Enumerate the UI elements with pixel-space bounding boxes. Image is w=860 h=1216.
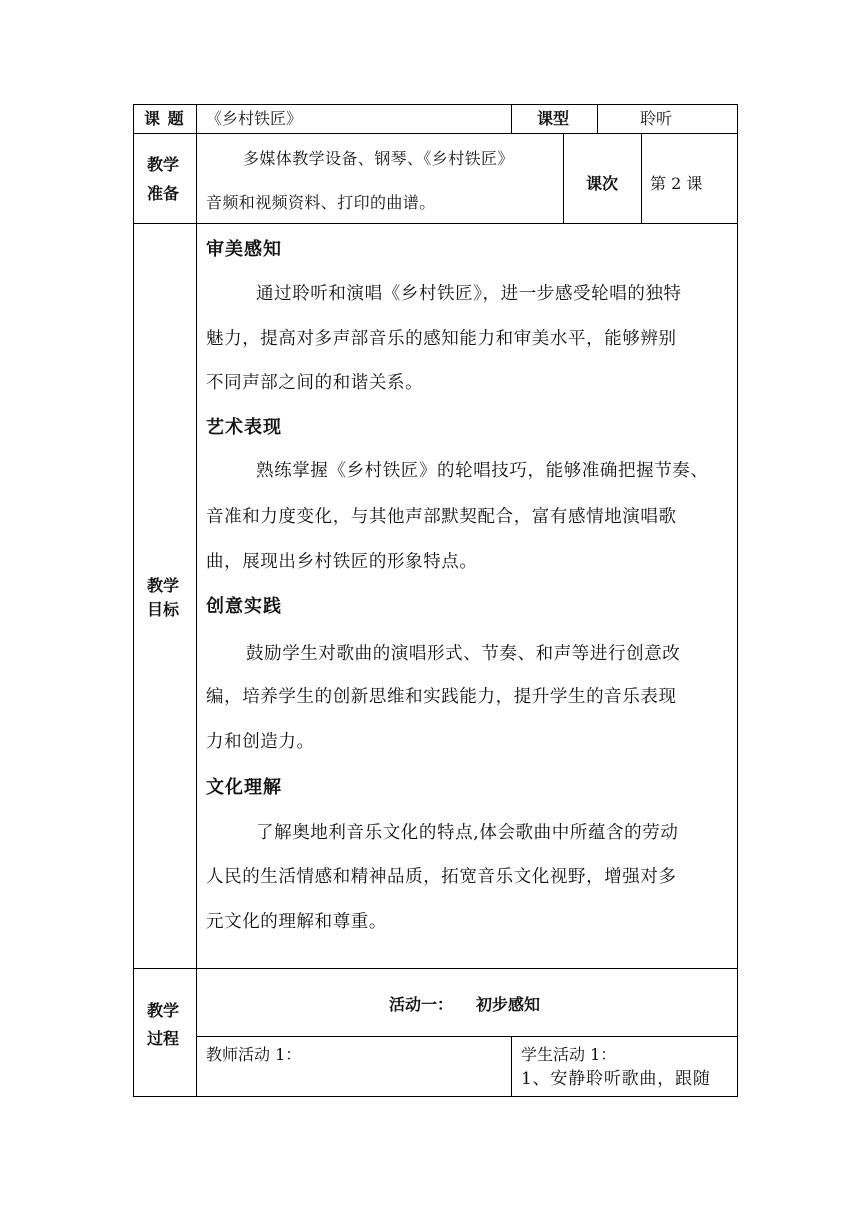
row-divider-3 xyxy=(133,968,738,969)
goal-text-line: 编，培养学生的创新思维和实践能力，提升学生的音乐表现 xyxy=(206,687,677,707)
lesson-title: 《乡村铁匠》 xyxy=(206,109,303,128)
goal-text-line: 不同声部之间的和谐关系。 xyxy=(206,373,424,393)
goals-label-line2: 目标 xyxy=(147,600,180,619)
goal-text-line: 音准和力度变化，与其他声部默契配合，富有感情地演唱歌 xyxy=(206,507,677,527)
table-border-bottom xyxy=(133,1096,738,1097)
goal-text-line: 人民的生活情感和精神品质，拓宽音乐文化视野，增强对多 xyxy=(206,867,677,887)
lesson-type-label: 课型 xyxy=(537,109,570,128)
student-activity-label: 学生活动 1： xyxy=(521,1045,617,1064)
goal-heading-artistic: 艺术表现 xyxy=(206,417,282,438)
table-border-left xyxy=(133,104,134,1097)
topic-label: 课 题 xyxy=(144,109,185,128)
row1-divider-b xyxy=(597,104,598,133)
goal-text-line: 通过聆听和演唱《乡村铁匠》，进一步感受轮唱的独特 xyxy=(256,284,682,304)
activity-name: 初步感知 xyxy=(476,995,541,1014)
goal-text-line: 熟练掌握《乡村铁匠》的轮唱技巧，能够准确把握节奏、 xyxy=(256,461,709,481)
label-column-divider xyxy=(196,104,197,1097)
process-label-line2: 过程 xyxy=(147,1029,180,1048)
lesson-type-value: 聆听 xyxy=(640,109,673,128)
goal-heading-aesthetic: 审美感知 xyxy=(206,239,282,260)
goal-text-line: 了解奥地利音乐文化的特点,体会歌曲中所蕴含的劳动 xyxy=(256,823,679,843)
student-activity-line: 1、安静聆听歌曲，跟随 xyxy=(521,1069,711,1089)
lesson-number-value: 第 2 课 xyxy=(650,174,703,193)
lesson-number-label: 课次 xyxy=(586,174,619,193)
goal-heading-creative: 创意实践 xyxy=(206,596,282,617)
process-divider xyxy=(511,1036,512,1096)
table-border-top xyxy=(133,104,738,105)
prep-text-line1: 多媒体教学设备、钢琴、《乡村铁匠》 xyxy=(243,149,514,168)
goals-label-line1: 教学 xyxy=(147,576,180,595)
prep-label-line2: 准备 xyxy=(147,184,180,203)
row-divider-2 xyxy=(133,223,738,224)
prep-label-line1: 教学 xyxy=(147,155,180,174)
goal-heading-cultural: 文化理解 xyxy=(206,777,282,798)
process-subdivider xyxy=(196,1036,738,1037)
teacher-activity-label: 教师活动 1： xyxy=(206,1045,302,1064)
goal-text-line: 魅力，提高对多声部音乐的感知能力和审美水平，能够辨别 xyxy=(206,329,677,349)
row2-divider-a xyxy=(563,133,564,223)
table-border-right xyxy=(737,104,738,1097)
row1-divider-a xyxy=(511,104,512,133)
goal-text-line: 曲，展现出乡村铁匠的形象特点。 xyxy=(206,552,478,572)
row2-divider-b xyxy=(641,133,642,223)
goal-text-line: 元文化的理解和尊重。 xyxy=(206,912,387,932)
goal-text-line: 鼓励学生对歌曲的演唱形式、节奏、和声等进行创意改 xyxy=(246,644,681,664)
prep-text-line2: 音频和视频资料、打印的曲谱。 xyxy=(206,193,436,212)
goal-text-line: 力和创造力。 xyxy=(206,732,315,752)
row-divider-1 xyxy=(133,133,738,134)
activity-label: 活动一： xyxy=(389,995,454,1014)
process-label-line1: 教学 xyxy=(147,1001,180,1020)
